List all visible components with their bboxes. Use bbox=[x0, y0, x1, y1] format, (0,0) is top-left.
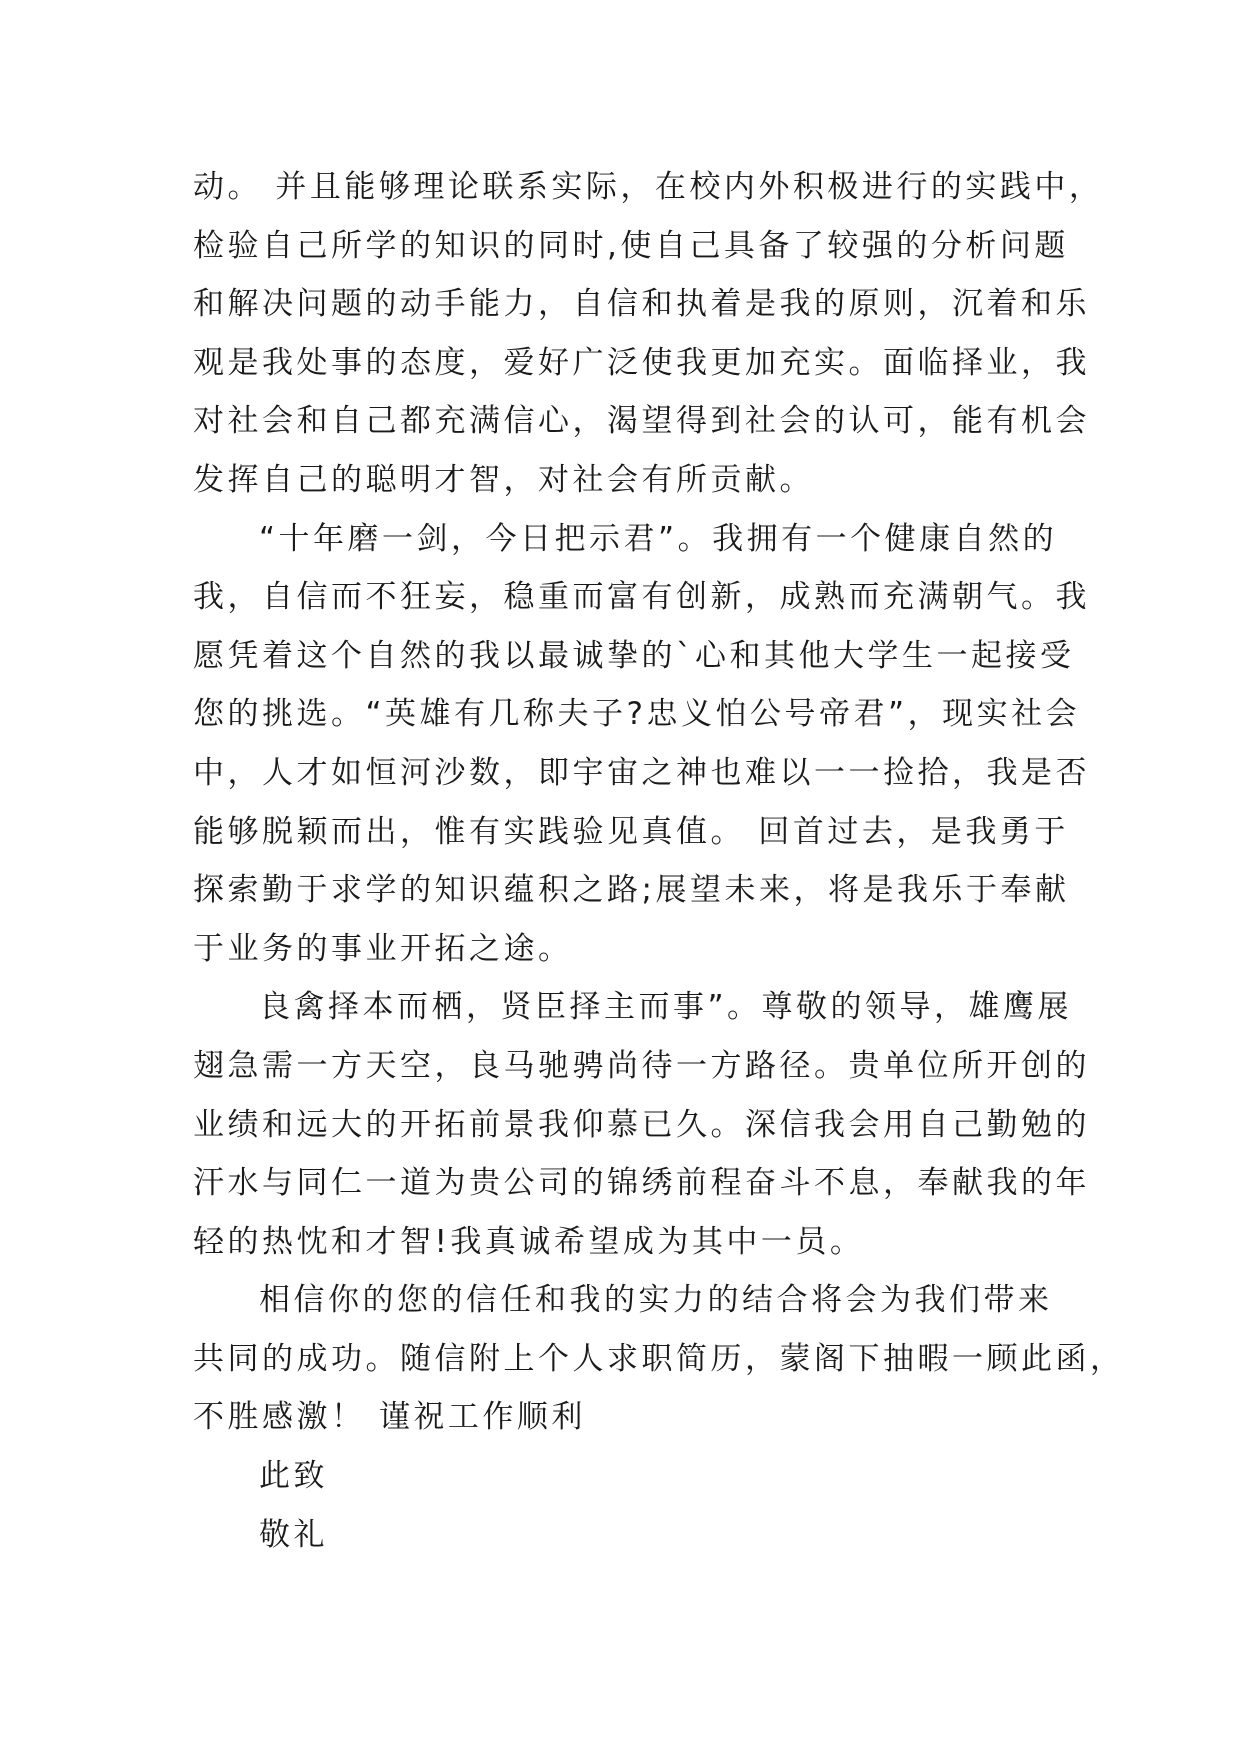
paragraph-start-line: 良禽择本而栖，贤臣择主而事”。尊敬的领导，雄鹰展 bbox=[259, 989, 1073, 1026]
text-line: 探索勤于求学的知识蕴积之路;展望未来，将是我乐于奉献 bbox=[193, 872, 1070, 909]
text-line: 于业务的事业开拓之途。 bbox=[193, 930, 573, 967]
text-line: 动。 并且能够理论联系实际，在校内外积极进行的实践中， bbox=[193, 169, 1104, 205]
text-line: 和解决问题的动手能力，自信和执着是我的原则，沉着和乐 bbox=[193, 286, 1090, 323]
text-line: 共同的成功。随信附上个人求职简历，蒙阁下抽暇一顾此函， bbox=[193, 1340, 1125, 1377]
letter-body bbox=[193, 158, 1125, 1564]
text-line: 愿凭着这个自然的我以最诚挚的`心和其他大学生一起接受 bbox=[193, 637, 1075, 674]
text-line: 翅急需一方天空，良马驰骋尚待一方路径。贵单位所开创的 bbox=[193, 1047, 1090, 1084]
closing-regards: 敬礼 bbox=[259, 1516, 328, 1553]
text-line: 您的挑选。“英雄有几称夫子?忠义怕公号帝君”，现实社会 bbox=[193, 696, 1081, 733]
paragraph-start-line: 相信你的您的信任和我的实力的结合将会为我们带来 bbox=[259, 1282, 1053, 1319]
text-line: 汗水与同仁一道为贵公司的锦绣前程奋斗不息，奉献我的年 bbox=[193, 1165, 1090, 1202]
text-line: 检验自己所学的知识的同时,使自己具备了较强的分析问题 bbox=[193, 227, 1069, 264]
text-line: 中，人才如恒河沙数，即宇宙之神也难以一一捡拾，我是否 bbox=[193, 754, 1090, 791]
text-line: 轻的热忱和才智!我真诚希望成为其中一员。 bbox=[193, 1223, 865, 1260]
text-line: 业绩和远大的开拓前景我仰慕已久。深信我会用自己勤勉的 bbox=[193, 1106, 1090, 1143]
paragraph-start-line: “十年磨一剑，今日把示君”。我拥有一个健康自然的 bbox=[259, 520, 1058, 557]
text-line: 发挥自己的聪明才智，对社会有所贡献。 bbox=[193, 461, 814, 498]
text-line: 对社会和自己都充满信心，渴望得到社会的认可，能有机会 bbox=[193, 403, 1090, 440]
text-line: 我，自信而不狂妄，稳重而富有创新，成熟而充满朝气。我 bbox=[193, 579, 1090, 616]
text-line: 不胜感激！ 谨祝工作顺利 bbox=[193, 1399, 586, 1436]
text-line: 能够脱颖而出，惟有实践验见真值。 回首过去，是我勇于 bbox=[193, 813, 1069, 850]
closing-salutation: 此致 bbox=[259, 1458, 328, 1495]
text-line: 观是我处事的态度，爱好广泛使我更加充实。面临择业，我 bbox=[193, 344, 1090, 381]
